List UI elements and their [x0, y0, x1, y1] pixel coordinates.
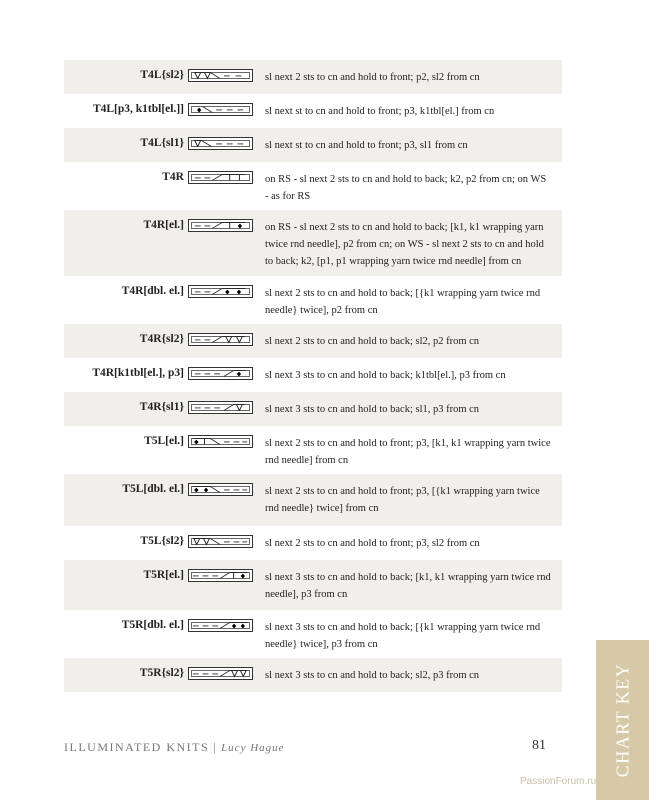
stitch-symbol-icon [188, 667, 253, 680]
stitch-symbol-icon [188, 333, 253, 346]
svg-text:♦: ♦ [236, 221, 244, 231]
key-row [64, 210, 562, 276]
stitch-symbol-icon [188, 137, 253, 150]
stitch-symbol-icon [188, 69, 253, 82]
key-row [64, 426, 562, 474]
stitch-abbreviation: T4R[dbl. el.] [121, 285, 184, 297]
stitch-abbreviation: T4L{sl1} [140, 137, 184, 149]
stitch-symbol-icon [188, 103, 253, 116]
stitch-abbreviation: T4R[el.] [143, 219, 184, 231]
stitch-description: sl next 2 sts to cn and hold to front; p2, sl2 from cn [265, 72, 480, 83]
stitch-description: on RS - sl next 2 sts to cn and hold to back; [k1, k1 wrapping yarn twice rnd needle], p2 from cn; on WS - sl next 2 sts to cn and hold to back; k2, [p1, p1 wrapping yarn twice rnd needle] from cn [265, 222, 544, 267]
author-name: Lucy Hague [221, 742, 285, 754]
stitch-abbreviation: T5R[dbl. el.] [121, 619, 184, 631]
stitch-description: sl next 3 sts to cn and hold to back; [{k1 wrapping yarn twice rnd needle} twice], p3 from cn [265, 622, 541, 650]
svg-text:♦: ♦ [235, 287, 243, 297]
key-row [64, 474, 562, 526]
key-row [64, 560, 562, 610]
watermark: PassionForum.ru [520, 776, 597, 787]
page-number: 81 [532, 738, 546, 753]
book-title: ILLUMINATED KNITS [64, 740, 210, 754]
stitch-abbreviation: T4R [162, 171, 184, 183]
footer-separator: | [213, 740, 218, 754]
svg-text:♦: ♦ [192, 485, 200, 495]
svg-text:♦: ♦ [235, 369, 243, 379]
chart-key-tab [596, 640, 649, 800]
stitch-abbreviation: T5L[el.] [144, 435, 184, 447]
stitch-description: sl next 2 sts to cn and hold to back; [{k1 wrapping yarn twice rnd needle} twice], p2 from cn [265, 288, 541, 316]
stitch-abbreviation: T4R{sl1} [139, 401, 184, 413]
key-row [64, 128, 562, 162]
svg-text:♦: ♦ [239, 571, 247, 581]
stitch-symbol-icon [188, 483, 253, 496]
chart-key-tab-label: CHART KEY [612, 662, 632, 778]
svg-text:♦: ♦ [230, 621, 238, 631]
running-footer [64, 740, 285, 755]
stitch-description: sl next 3 sts to cn and hold to back; sl1, p3 from cn [265, 404, 480, 415]
stitch-symbol-icon [188, 435, 253, 448]
stitch-symbol-icon [188, 219, 253, 232]
stitch-symbol-icon [188, 285, 253, 298]
svg-text:♦: ♦ [202, 485, 210, 495]
stitch-abbreviation: T4R{sl2} [139, 333, 184, 345]
stitch-description: sl next st to cn and hold to front; p3, sl1 from cn [265, 140, 468, 151]
stitch-description: sl next 3 sts to cn and hold to back; sl2, p3 from cn [265, 670, 480, 681]
svg-text:♦: ♦ [239, 621, 247, 631]
stitch-description: sl next 2 sts to cn and hold to front; p3, [k1, k1 wrapping yarn twice rnd needle] from cn [265, 438, 551, 466]
key-row [64, 358, 562, 392]
key-row [64, 94, 562, 128]
stitch-symbol-icon [188, 171, 253, 184]
stitch-description: sl next st to cn and hold to front; p3, k1tbl[el.] from cn [265, 106, 495, 117]
stitch-abbreviation: T5R{sl2} [139, 667, 184, 679]
chart-key-table [64, 60, 562, 692]
key-row [64, 276, 562, 324]
stitch-description: sl next 3 sts to cn and hold to back; k1tbl[el.], p3 from cn [265, 370, 506, 381]
stitch-abbreviation: T4L[p3, k1tbl[el.]] [92, 103, 184, 115]
svg-text:♦: ♦ [195, 105, 203, 115]
key-row [64, 392, 562, 426]
key-row [64, 610, 562, 658]
key-row [64, 526, 562, 560]
stitch-abbreviation: T5L{sl2} [140, 535, 184, 547]
key-row [64, 60, 562, 94]
svg-text:♦: ♦ [223, 287, 231, 297]
stitch-description: sl next 3 sts to cn and hold to back; [k1, k1 wrapping yarn twice rnd needle], p3 from cn [265, 572, 551, 600]
stitch-abbreviation: T5R[el.] [143, 569, 184, 581]
stitch-symbol-icon [188, 401, 253, 414]
stitch-description: sl next 2 sts to cn and hold to front; p3, sl2 from cn [265, 538, 480, 549]
stitch-abbreviation: T4L{sl2} [140, 69, 184, 81]
stitch-description: sl next 2 sts to cn and hold to back; sl2, p2 from cn [265, 336, 480, 347]
stitch-symbol-icon [188, 619, 253, 632]
stitch-description: on RS - sl next 2 sts to cn and hold to back; k2, p2 from cn; on WS - as for RS [265, 174, 547, 202]
key-row [64, 658, 562, 692]
stitch-symbol-icon [188, 535, 253, 548]
stitch-abbreviation: T4R[k1tbl[el.], p3] [92, 367, 184, 379]
svg-text:♦: ♦ [192, 437, 200, 447]
stitch-symbol-icon [188, 569, 253, 582]
stitch-symbol-icon [188, 367, 253, 380]
key-row [64, 162, 562, 210]
stitch-description: sl next 2 sts to cn and hold to front; p3, [{k1 wrapping yarn twice rnd needle} twice] from cn [265, 486, 540, 514]
key-row [64, 324, 562, 358]
stitch-abbreviation: T5L[dbl. el.] [122, 483, 184, 495]
